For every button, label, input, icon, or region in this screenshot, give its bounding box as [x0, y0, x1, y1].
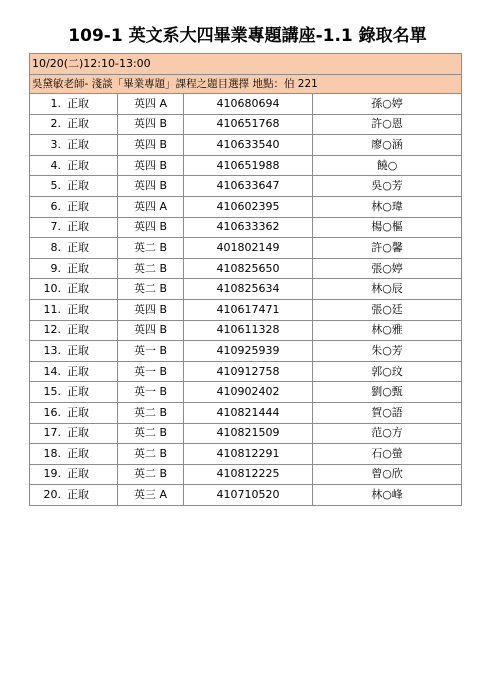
table-row	[30, 402, 462, 423]
row-index-cell	[30, 176, 118, 197]
admission-status: 正取	[67, 199, 89, 213]
session-time-row	[30, 54, 462, 75]
student-name-cell: 張○婷	[313, 258, 462, 279]
student-name-cell: 曾○欣	[313, 464, 462, 485]
student-name-cell: 廖○涵	[313, 135, 462, 156]
admission-status: 正取	[67, 385, 89, 399]
table-row	[30, 423, 462, 444]
row-number: 7.	[50, 220, 61, 234]
class-cell: 英四 B	[118, 217, 184, 238]
row-index-cell	[30, 382, 118, 403]
student-name-cell: 許○恩	[313, 114, 462, 135]
class-cell: 英一 B	[118, 361, 184, 382]
student-id-cell: 410812291	[184, 444, 313, 465]
row-number: 16.	[43, 405, 61, 419]
class-cell: 英四 B	[118, 114, 184, 135]
row-index-cell	[30, 238, 118, 259]
student-id-cell: 410617471	[184, 299, 313, 320]
admission-table	[29, 53, 462, 506]
admission-status: 正取	[67, 158, 89, 172]
row-index-cell	[30, 279, 118, 300]
student-id-cell: 410925939	[184, 341, 313, 362]
class-cell: 英四 B	[118, 299, 184, 320]
row-number: 20.	[43, 488, 61, 502]
student-name-cell: 林○雅	[313, 320, 462, 341]
student-id-cell: 410680694	[184, 94, 313, 115]
student-name-cell: 郭○玟	[313, 361, 462, 382]
table-row	[30, 279, 462, 300]
student-name-cell: 吳○芳	[313, 176, 462, 197]
table-row	[30, 135, 462, 156]
class-cell: 英四 A	[118, 196, 184, 217]
student-id-cell: 410710520	[184, 485, 313, 506]
lecture-info-row	[30, 75, 462, 94]
student-name-cell: 張○廷	[313, 299, 462, 320]
student-name-cell: 孫○婷	[313, 94, 462, 115]
student-id-cell: 410602395	[184, 196, 313, 217]
class-cell: 英二 B	[118, 258, 184, 279]
row-number: 9.	[50, 261, 61, 275]
table-row	[30, 196, 462, 217]
row-number: 13.	[43, 343, 61, 357]
admission-status: 正取	[67, 364, 89, 378]
class-cell: 英四 B	[118, 155, 184, 176]
row-index-cell	[30, 299, 118, 320]
table-row	[30, 320, 462, 341]
class-cell: 英二 B	[118, 423, 184, 444]
table-row	[30, 114, 462, 135]
table-row	[30, 382, 462, 403]
class-cell: 英二 B	[118, 238, 184, 259]
table-row	[30, 155, 462, 176]
admission-status: 正取	[67, 282, 89, 296]
admission-status: 正取	[67, 240, 89, 254]
class-cell: 英四 B	[118, 320, 184, 341]
row-index-cell	[30, 423, 118, 444]
student-id-cell: 410633647	[184, 176, 313, 197]
row-number: 8.	[50, 240, 61, 254]
student-id-cell: 410812225	[184, 464, 313, 485]
admission-status: 正取	[67, 488, 89, 502]
class-cell: 英二 B	[118, 402, 184, 423]
row-number: 1.	[50, 96, 61, 110]
student-id-cell: 410651768	[184, 114, 313, 135]
student-name-cell: 林○瑋	[313, 196, 462, 217]
admission-status: 正取	[67, 446, 89, 460]
admission-status: 正取	[67, 426, 89, 440]
student-id-cell: 410821444	[184, 402, 313, 423]
class-cell: 英二 B	[118, 279, 184, 300]
row-index-cell	[30, 258, 118, 279]
class-cell: 英二 B	[118, 444, 184, 465]
student-name-cell: 石○螢	[313, 444, 462, 465]
student-id-cell: 410633540	[184, 135, 313, 156]
class-cell: 英一 B	[118, 341, 184, 362]
table-row	[30, 217, 462, 238]
table-row	[30, 361, 462, 382]
row-index-cell	[30, 217, 118, 238]
student-id-cell: 410912758	[184, 361, 313, 382]
student-id-cell: 401802149	[184, 238, 313, 259]
student-name-cell: 劉○甄	[313, 382, 462, 403]
row-number: 11.	[43, 302, 61, 316]
student-name-cell: 范○方	[313, 423, 462, 444]
row-index-cell	[30, 402, 118, 423]
admission-status: 正取	[67, 179, 89, 193]
row-number: 6.	[50, 199, 61, 213]
class-cell: 英四 B	[118, 176, 184, 197]
class-cell: 英四 B	[118, 135, 184, 156]
student-id-cell: 410651988	[184, 155, 313, 176]
row-number: 15.	[43, 385, 61, 399]
row-number: 4.	[50, 158, 61, 172]
admission-status: 正取	[67, 261, 89, 275]
table-row	[30, 341, 462, 362]
session-time: 10/20(二)12:10-13:00	[30, 54, 462, 75]
student-id-cell: 410633362	[184, 217, 313, 238]
table-row	[30, 176, 462, 197]
admission-status: 正取	[67, 137, 89, 151]
admission-status: 正取	[67, 302, 89, 316]
row-index-cell	[30, 94, 118, 115]
row-number: 14.	[43, 364, 61, 378]
row-index-cell	[30, 320, 118, 341]
row-number: 19.	[43, 467, 61, 481]
student-name-cell: 林○辰	[313, 279, 462, 300]
table-row	[30, 464, 462, 485]
row-number: 2.	[50, 117, 61, 131]
student-name-cell: 朱○芳	[313, 341, 462, 362]
student-name-cell: 許○馨	[313, 238, 462, 259]
class-cell: 英四 A	[118, 94, 184, 115]
row-index-cell	[30, 361, 118, 382]
student-id-cell: 410902402	[184, 382, 313, 403]
document-title: 109-1 英文系大四畢業專題講座-1.1 錄取名單	[68, 26, 427, 46]
row-index-cell	[30, 155, 118, 176]
row-number: 3.	[50, 137, 61, 151]
class-cell: 英二 B	[118, 464, 184, 485]
row-index-cell	[30, 464, 118, 485]
admission-status: 正取	[67, 405, 89, 419]
table-row	[30, 299, 462, 320]
student-name-cell: 林○峰	[313, 485, 462, 506]
student-id-cell: 410825650	[184, 258, 313, 279]
row-index-cell	[30, 114, 118, 135]
table-row	[30, 444, 462, 465]
class-cell: 英一 B	[118, 382, 184, 403]
row-number: 17.	[43, 426, 61, 440]
row-number: 10.	[43, 282, 61, 296]
admission-status: 正取	[67, 220, 89, 234]
student-name-cell: 賀○語	[313, 402, 462, 423]
student-name-cell: 楊○樞	[313, 217, 462, 238]
row-index-cell	[30, 341, 118, 362]
row-index-cell	[30, 135, 118, 156]
row-number: 12.	[43, 323, 61, 337]
admission-status: 正取	[67, 323, 89, 337]
admission-table-body	[30, 54, 462, 506]
admission-status: 正取	[67, 117, 89, 131]
student-name-cell: 饒○	[313, 155, 462, 176]
table-row	[30, 258, 462, 279]
row-number: 18.	[43, 446, 61, 460]
table-row	[30, 485, 462, 506]
admission-status: 正取	[67, 96, 89, 110]
table-row	[30, 238, 462, 259]
student-id-cell: 410611328	[184, 320, 313, 341]
lecture-info: 吳黛敏老師- 淺談「畢業專題」課程之題目選擇 地點：伯 221	[30, 75, 462, 94]
row-index-cell	[30, 444, 118, 465]
class-cell: 英三 A	[118, 485, 184, 506]
row-index-cell	[30, 196, 118, 217]
admission-status: 正取	[67, 467, 89, 481]
table-row	[30, 94, 462, 115]
row-index-cell	[30, 485, 118, 506]
admission-status: 正取	[67, 343, 89, 357]
student-id-cell: 410821509	[184, 423, 313, 444]
row-number: 5.	[50, 179, 61, 193]
student-id-cell: 410825634	[184, 279, 313, 300]
